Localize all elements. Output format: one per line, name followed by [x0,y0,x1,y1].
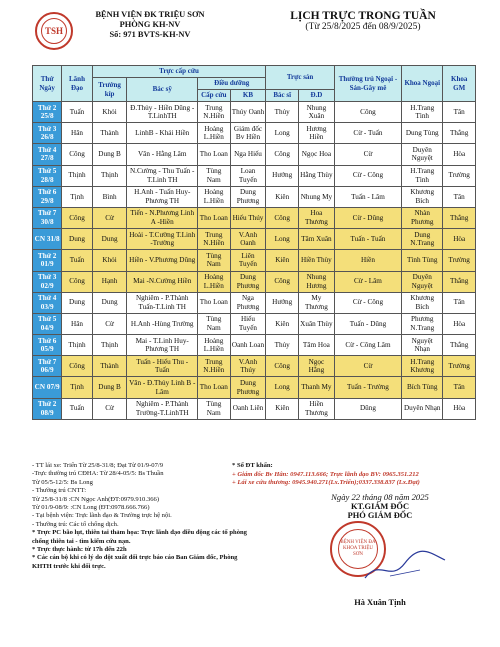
row-kb-nurse: Dung Phương [230,271,266,292]
row-er-nurse: Tho Loan [198,377,231,398]
stamp-text: BỆNH VIỆN ĐA KHOA TRIỆU SƠN [338,529,378,569]
row-anesthesia: Hòa [443,144,476,165]
table-row [33,335,476,356]
row-doctor: H.Anh -Hùng Trường [127,313,198,334]
header-doctor: Bác sỹ [127,78,198,102]
row-kb-nurse: Oanh Liên [230,398,266,419]
row-leader: Hân [62,123,92,144]
row-ob-doctor: Kiên [266,398,299,419]
row-surgery: Duyên Nhạn [402,398,443,419]
row-er-nurse: Trung N.Hiền [198,356,231,377]
row-kb-nurse: Loan Tuyến [230,165,266,186]
table-row [33,207,476,228]
row-team-lead: Dung [92,229,127,250]
header-ob-nurse: Đ.D [298,90,334,102]
row-ob-doctor: Công [266,144,299,165]
org-line1: BỆNH VIỆN ĐK TRIỆU SƠN [95,10,205,19]
row-er-nurse: Hoàng L.Hiền [198,123,231,144]
row-ob-nurse: Hương Hiền [298,123,334,144]
row-team-lead: Dung B [92,377,127,398]
org-line2: PHÒNG KH-NV [119,20,181,29]
row-leader: Dung [62,229,92,250]
row-ob-nurse: Thanh My [298,377,334,398]
row-ob-doctor: Long [266,229,299,250]
row-ob-doctor: Long [266,123,299,144]
row-anesthesia: Hòa [443,229,476,250]
row-surgery: Tình Tùng [402,250,443,271]
signer-name: Hà Xuân Tịnh [354,598,406,607]
row-resident: Cừ - Tuấn [334,123,401,144]
table-row [33,123,476,144]
row-team-lead: Dung [92,292,127,313]
row-leader: Thịnh [62,335,92,356]
logo-text: TSH [41,18,67,44]
row-kb-nurse: Giám đốc Bv Hiền [230,123,266,144]
row-surgery: H.Trang Tình [402,165,443,186]
row-ob-doctor: Công [266,271,299,292]
row-day: Thứ 2 25/8 [33,102,62,123]
note-line: Từ 25/8-31/8 :CN Ngọc Anh(ĐT:0979.910.366) [32,495,160,503]
row-er-nurse: Trung N.Hiền [198,102,231,123]
row-leader: Hân [62,313,92,334]
row-resident: Công [334,102,401,123]
header-day: Thứ Ngày [33,66,62,102]
row-resident: Cừ [334,356,401,377]
row-team-lead: Khỏi [92,102,127,123]
row-surgery: Bích Tùng [402,377,443,398]
org-header [80,10,220,40]
doc-number-line [80,30,220,40]
note-line: - Thường trú: Các tổ chống dịch. [32,520,119,528]
table-row [33,356,476,377]
row-doctor: N.Cường - Thu Tuấn - T.Linh TH [127,165,198,186]
row-resident: Hiền [334,250,401,271]
header-surgery: Khoa Ngoại [402,66,443,102]
row-ob-doctor: Kiên [266,313,299,334]
row-team-lead: Hạnh [92,271,127,292]
table-row [33,271,476,292]
table-row [33,186,476,207]
row-surgery: H.Trang Tình [402,102,443,123]
page-subtitle: (Từ 25/8/2025 đến 08/9/2025) [305,22,421,32]
row-ob-nurse: My Thương [298,292,334,313]
row-leader: Thịnh [62,165,92,186]
row-ob-doctor: Công [266,356,299,377]
row-leader: Công [62,144,92,165]
row-day: CN 31/8 [33,229,62,250]
row-leader: Công [62,271,92,292]
row-ob-doctor: Kiên [266,250,299,271]
row-anesthesia: Trường [443,165,476,186]
header-resident: Thường trú Ngoại -Sản-Gây mê [334,66,401,102]
row-resident: Cừ - Lâm [334,271,401,292]
row-leader: Tịnh [62,186,92,207]
header-er: Cấp cứu [198,90,231,102]
handwritten-signature [360,548,450,588]
note-line: Từ 01/9-08/9: :CN Long (ĐT:0978.666.766) [32,504,150,512]
row-anesthesia: Thắng [443,123,476,144]
row-ob-nurse: Xuân Thùy [298,313,334,334]
row-team-lead: Thịnh [92,335,127,356]
row-ob-doctor: Kiên [266,186,299,207]
row-team-lead: Cừ [92,313,127,334]
row-doctor: Vân - Hằng Lâm [127,144,198,165]
note-line: Từ 05/5-12/5: Bs Long [32,478,93,486]
row-doctor: Vân - Đ.Thủy Linh B -Lâm [127,377,198,398]
notes-block [32,462,250,571]
doc-number-label: Số: [109,30,122,39]
row-er-nurse: Tho Loan [198,292,231,313]
row-ob-doctor: Long [266,377,299,398]
row-kb-nurse: Dung Phương [230,186,266,207]
row-resident: Tuấn - Dũng [334,313,401,334]
table-row [33,292,476,313]
row-ob-nurse: Tâm Hoa [298,335,334,356]
signature-kt: KT.GIÁM ĐỐC [350,502,409,511]
row-ob-nurse: Hiền Thùy [298,250,334,271]
row-ob-doctor: Thủy [266,102,299,123]
row-kb-nurse: Nga Hiếu [230,144,266,165]
row-anesthesia: Tân [443,377,476,398]
row-anesthesia: Hòa [443,313,476,334]
row-er-nurse: Hoàng L.Hiền [198,186,231,207]
row-er-nurse: Hoàng L.Hiền [198,335,231,356]
row-kb-nurse: V.Anh Oanh [230,229,266,250]
row-ob-nurse: Ngọc Hoa [298,144,334,165]
row-ob-nurse: Hằng Thùy [298,165,334,186]
table-row [33,102,476,123]
row-ob-nurse: Nhung Xuân [298,102,334,123]
row-surgery: Dung Tùng [402,123,443,144]
note-line: * Các cán bộ khi có lý do đột xuất đổi trực báo cáo Ban Giám đốc, Phòng KHTH trước khi đổi trực. [32,554,238,570]
row-doctor: Nghiêm - P.Thành Trường-T.LinhTH [127,398,198,419]
note-line: * Trực thực hành: từ 17h đến 22h [32,546,127,554]
row-resident: Cừ - Công [334,165,401,186]
row-ob-doctor: Công [266,207,299,228]
row-leader: Công [62,207,92,228]
row-day: Thứ 2 01/9 [33,250,62,271]
row-resident: Tuấn - Trường [334,377,401,398]
header-obstetrics: Trực sản [266,66,334,90]
row-surgery: Dung N.Trang [402,229,443,250]
row-kb-nurse: Oanh Loan [230,335,266,356]
row-team-lead: Khỏi [92,250,127,271]
row-day: Thứ 5 28/8 [33,165,62,186]
row-ob-nurse: Ngọc Hằng [298,356,334,377]
row-surgery: Duyên Nguyệt [402,271,443,292]
row-er-nurse: Trung N.Hiền [198,229,231,250]
row-er-nurse: Hoàng L.Hiền [198,271,231,292]
row-ob-doctor: Hướng [266,292,299,313]
signature-date: Ngày 22 tháng 08 năm 2025 [331,492,429,502]
row-er-nurse: Tho Loan [198,207,231,228]
row-team-lead: Dung B [92,144,127,165]
row-kb-nurse: Hiếu Thúy [230,207,266,228]
row-ob-nurse: Nhung My [298,186,334,207]
row-kb-nurse: V.Anh Thúy [230,356,266,377]
row-anesthesia: Tân [443,186,476,207]
row-day: Thứ 5 04/9 [33,313,62,334]
table-row [33,398,476,419]
row-doctor: Hoài - T.Cường T.Linh -Trường [127,229,198,250]
row-anesthesia: Thắng [443,271,476,292]
row-doctor: Đ.Thủy - Hiền Dũng - T.LinhTH [127,102,198,123]
note-line: -Trực thường trú CĐHA: Từ 28/4-05/5: Bs Thuần [32,470,164,478]
row-doctor: Nghiêm - P.Thành Tuấn-T.Linh TH [127,292,198,313]
row-surgery: Nguyệt Nhạn [402,335,443,356]
row-leader: Công [62,356,92,377]
row-day: Thứ 6 29/8 [33,186,62,207]
note-line: - Tại bệnh viện: Trực lãnh đạo & Trường trực hệ nội. [32,512,172,520]
row-doctor: Mai - T.Linh Huy-Phương TH [127,335,198,356]
row-ob-nurse: Tâm Xuân [298,229,334,250]
phones-line1: + Giám đốc Bv Hân: 0947.113.666; Trực lãnh đạo BV: 0965.351.212 [232,470,419,478]
note-line: - Thường trú CNTT: [32,487,87,495]
row-kb-nurse: Thúy Oanh [230,102,266,123]
row-kb-nurse: Hiếu Tuyến [230,313,266,334]
row-kb-nurse: Nga Phương [230,292,266,313]
header-kb: KB [230,90,266,102]
header-emergency: Trực cấp cứu [92,66,266,78]
row-doctor: H.Anh - Tuấn Huy-Phương TH [127,186,198,207]
row-day: Thứ 3 02/9 [33,271,62,292]
row-anesthesia: Hòa [443,398,476,419]
row-kb-nurse: Dung Phương [230,377,266,398]
row-team-lead: Thành [92,123,127,144]
row-doctor: Hiền - V.Phương Dũng [127,250,198,271]
row-surgery: Khương Bích [402,292,443,313]
table-row [33,165,476,186]
row-ob-doctor: Thủy [266,335,299,356]
row-day: Thứ 7 06/9 [33,356,62,377]
row-er-nurse: Tho Loan [198,144,231,165]
row-anesthesia: Tân [443,292,476,313]
row-kb-nurse: Liên Tuyến [230,250,266,271]
row-anesthesia: Trường [443,356,476,377]
row-surgery: Duyên Nguyệt [402,144,443,165]
row-team-lead: Cừ [92,207,127,228]
row-day: Thứ 4 27/8 [33,144,62,165]
row-anesthesia: Tân [443,102,476,123]
row-anesthesia: Thắng [443,207,476,228]
row-team-lead: Thành [92,356,127,377]
title-block [248,10,478,32]
row-ob-doctor: Hướng [266,165,299,186]
row-resident: Cừ - Dũng [334,207,401,228]
row-resident: Cừ [334,144,401,165]
row-ob-nurse: Nhung Hương [298,271,334,292]
row-anesthesia: Thắng [443,335,476,356]
row-er-nurse: Tùng Nam [198,165,231,186]
table-row [33,377,476,398]
row-day: Thứ 6 05/9 [33,335,62,356]
row-resident: Dũng [334,398,401,419]
row-doctor: Mai -N.Cường Hiền [127,271,198,292]
table-row [33,250,476,271]
row-leader: Dung [62,292,92,313]
row-surgery: Khương Bích [402,186,443,207]
row-day: Thứ 7 30/8 [33,207,62,228]
row-resident: Tuấn - Tuấn [334,229,401,250]
schedule-table [32,65,476,420]
row-leader: Tuấn [62,102,92,123]
row-surgery: Phương N.Trang [402,313,443,334]
header-ob-doctor: Bác sĩ [266,90,299,102]
row-resident: Tuấn - Lâm [334,186,401,207]
row-leader: Tuấn [62,398,92,419]
page-title: LỊCH TRỰC TRONG TUẦN [290,10,436,22]
row-team-lead: Bình [92,186,127,207]
table-row [33,144,476,165]
row-day: CN 07/9 [33,377,62,398]
row-team-lead: Cừ [92,398,127,419]
row-team-lead: Thịnh [92,165,127,186]
row-ob-nurse: Hiền Thương [298,398,334,419]
note-line: - TT lái xe: Triển Từ 25/8-31/8; Đạt Từ 01/9-07/9 [32,462,164,469]
row-er-nurse: Tùng Nam [198,250,231,271]
row-doctor: LinhB - Khải Hiền [127,123,198,144]
row-er-nurse: Tùng Nam [198,313,231,334]
row-day: Thứ 2 08/9 [33,398,62,419]
row-resident: Cừ - Công Lâm [334,335,401,356]
phones-line2: + Lái xe cứu thương: 0945.940.271(Lx.Triển);0337.338.837 (Lx.Đạt) [232,479,420,487]
row-day: Thứ 4 03/9 [33,292,62,313]
row-resident: Cừ - Công [334,292,401,313]
table-row [33,313,476,334]
row-anesthesia: Trường [443,250,476,271]
note-line: * Trực PC bão lụt, thiên tai thảm họa: Trực lãnh đạo điều động các tổ phòng chống thiên tai - tìm kiếm cứu nạn. [32,529,247,545]
header-nursing: Điều dưỡng [198,78,266,90]
header-anesthesia: Khoa GM [443,66,476,102]
row-day: Thứ 3 26/8 [33,123,62,144]
table-row [33,229,476,250]
hospital-logo [35,12,73,50]
row-leader: Tịnh [62,377,92,398]
row-surgery: Nhàn Phương [402,207,443,228]
row-surgery: H.Trang Khương [402,356,443,377]
phones-title: * Số ĐT khẩn: [232,462,273,469]
row-leader: Tuấn [62,250,92,271]
header-team-lead: Trưởng kíp [92,78,127,102]
doc-number: 971 [123,30,136,39]
signature-title: PHÓ GIÁM ĐỐC [347,511,413,520]
phones-block [232,462,482,488]
doc-code: BVTS-KH-NV [137,30,191,39]
row-doctor: Tiến - N.Phương Linh A -Hiền [127,207,198,228]
row-ob-nurse: Hoa Thương [298,207,334,228]
row-doctor: Tuấn - Hiếu Thu - Tuấn [127,356,198,377]
row-er-nurse: Tùng Nam [198,398,231,419]
header-leader: Lãnh Đạo [62,66,92,102]
